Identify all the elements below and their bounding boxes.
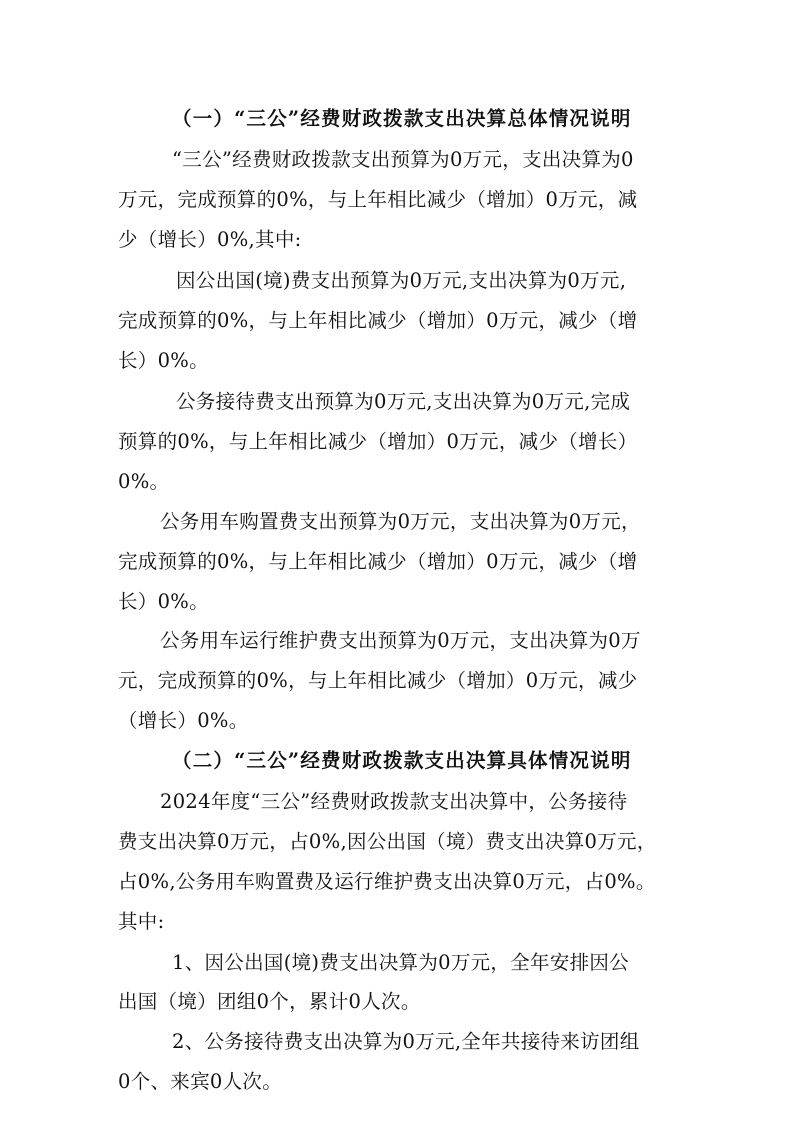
overall-paragraph-line-2: 万元，完成预算的0%，与上年相比减少（增加）0万元，减 [118,188,638,211]
section-1-heading: （一）“三公”经费财政拨款支出决算总体情况说明 [172,107,632,130]
overall-paragraph-line-1: “三公”经费财政拨款支出预算为0万元，支出决算为0 [172,148,634,171]
abroad-paragraph-line-2: 完成预算的0%，与上年相比减少（增加）0万元，减少（增 [118,309,638,332]
vehicle-operation-paragraph-line-2: 元，完成预算的0%，与上年相比减少（增加）0万元，减少 [118,669,638,692]
item-1-line-2: 出国（境）团组0个，累计0人次。 [118,990,421,1013]
vehicle-purchase-paragraph-line-2: 完成预算的0%，与上年相比减少（增加）0万元，减少（增 [118,550,638,573]
reception-paragraph-line-3: 0%。 [118,470,170,493]
summary-paragraph-line-1: 2024年度“三公”经费财政拨款支出决算中，公务接待 [160,790,628,813]
abroad-paragraph-line-1: 因公出国(境)费支出预算为0万元,支出决算为0万元, [176,269,627,292]
vehicle-purchase-paragraph-line-3: 长）0%。 [118,590,209,613]
item-2-line-2: 0个、来宾0人次。 [118,1070,283,1093]
item-1-line-1: 1、因公出国(境)费支出决算为0万元，全年安排因公 [172,951,630,974]
summary-paragraph-line-3: 占0%,公务用车购置费及运行维护费支出决算0万元，占0%。 [118,870,656,893]
vehicle-operation-paragraph-line-1: 公务用车运行维护费支出预算为0万元，支出决算为0万 [160,629,641,652]
section-2-heading: （二）“三公”经费财政拨款支出决算具体情况说明 [172,749,632,772]
summary-paragraph-line-2: 费支出决算0万元，占0%,因公出国（境）费支出决算0万元， [118,830,657,853]
vehicle-purchase-paragraph-line-1: 公务用车购置费支出预算为0万元，支出决算为0万元， [160,510,641,533]
summary-paragraph-line-4: 其中: [118,910,165,933]
abroad-paragraph-line-3: 长）0%。 [118,349,209,372]
item-2-line-1: 2、公务接待费支出决算为0万元,全年共接待来访团组 [172,1030,640,1053]
reception-paragraph-line-2: 预算的0%，与上年相比减少（增加）0万元，减少（增长） [118,430,638,453]
reception-paragraph-line-1: 公务接待费支出预算为0万元,支出决算为0万元,完成 [176,390,631,413]
overall-paragraph-line-3: 少（增长）0%,其中: [118,228,302,251]
vehicle-operation-paragraph-line-3: （增长）0%。 [118,709,249,732]
